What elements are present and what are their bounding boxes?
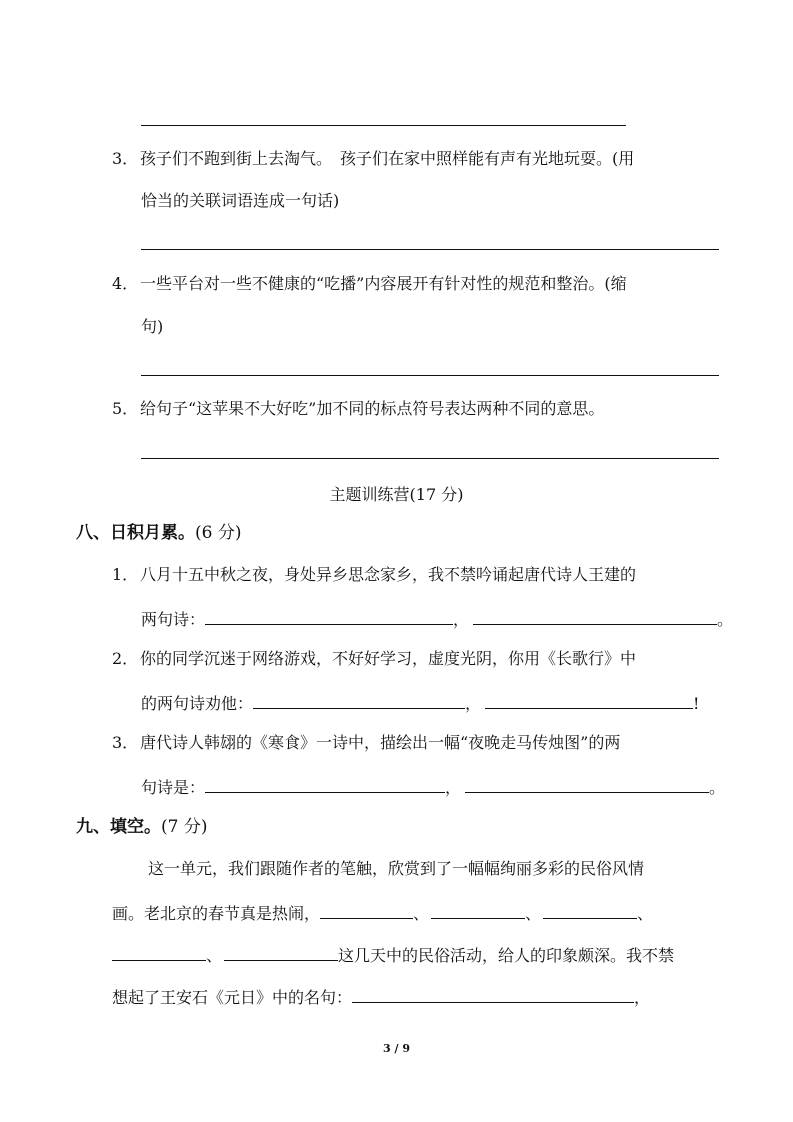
question-text: 给句子“这苹果不大好吃”加不同的标点符号表达两种不同的意思。 xyxy=(140,399,605,418)
separator: ， xyxy=(465,694,482,713)
item-number: 3． xyxy=(112,149,139,168)
fill-blank-1[interactable] xyxy=(253,690,465,709)
question-item-3 xyxy=(112,148,634,170)
paragraph-text: 这几天中的民俗活动，给人的印象颇深。我不禁 xyxy=(338,946,675,965)
question-text: 句) xyxy=(141,317,164,336)
prompt-text: 的两句诗劝他： xyxy=(141,694,254,713)
paragraph-text: 想起了王安石《元日》中的名句： xyxy=(112,988,353,1007)
prompt-text: 句诗是： xyxy=(141,778,206,797)
page-number: 3 / 9 xyxy=(383,1042,410,1055)
answer-line-item3[interactable] xyxy=(141,249,719,250)
fill-blank-custom-3[interactable] xyxy=(543,900,637,919)
fill-blank-custom-4[interactable] xyxy=(112,942,206,961)
separator: 、 xyxy=(413,904,430,923)
theme-title: 主题训练营(17 分) xyxy=(329,485,464,504)
end-punct: ! xyxy=(693,694,700,713)
section-title: 九、填空。 xyxy=(76,817,161,837)
question-text: 八月十五中秋之夜，身处异乡思念家乡，我不禁吟诵起唐代诗人王建的 xyxy=(140,565,637,584)
end-punct: ， xyxy=(634,988,651,1007)
separator: 、 xyxy=(206,946,223,965)
item-number: 1． xyxy=(112,565,139,584)
answer-line-item4[interactable] xyxy=(141,375,719,376)
section-8-item-3-cont xyxy=(141,774,725,799)
separator: ， xyxy=(453,610,470,629)
section-8-item-2 xyxy=(112,648,636,670)
answer-line-item5[interactable] xyxy=(141,458,719,459)
question-text: 孩子们不跑到街上去淘气。 孩子们在家中照样能有声有光地玩耍。(用 xyxy=(140,149,635,168)
question-item-4 xyxy=(112,273,627,295)
section-9-para-line-1 xyxy=(148,858,644,880)
section-8-item-1-cont xyxy=(141,606,733,631)
section-title: 八、日积月累。 xyxy=(76,523,195,543)
prompt-text: 两句诗： xyxy=(141,610,206,629)
answer-line-item2[interactable] xyxy=(141,125,626,126)
question-item-5 xyxy=(112,398,604,420)
section-8-item-1 xyxy=(112,564,636,586)
section-score: (6 分) xyxy=(195,523,242,543)
separator: ， xyxy=(445,778,462,797)
fill-blank-custom-1[interactable] xyxy=(320,900,413,919)
question-item-3-cont xyxy=(141,190,339,212)
paragraph-text: 这一单元，我们跟随作者的笔触，欣赏到了一幅幅绚丽多彩的民俗风情 xyxy=(148,859,645,878)
question-text: 一些平台对一些不健康的“吃播”内容展开有针对性的规范和整治。(缩 xyxy=(140,274,627,293)
separator: 、 xyxy=(525,904,542,923)
item-number: 3． xyxy=(112,733,139,752)
fill-blank-custom-5[interactable] xyxy=(224,942,338,961)
section-8-item-3 xyxy=(112,732,620,754)
paragraph-text: 画。老北京的春节真是热闹， xyxy=(112,904,321,923)
item-number: 5． xyxy=(112,399,139,418)
question-text: 恰当的关联词语连成一句话) xyxy=(141,191,340,210)
section-8-item-2-cont xyxy=(141,690,699,715)
fill-blank-2[interactable] xyxy=(485,690,693,709)
fill-blank-quote-1[interactable] xyxy=(352,984,634,1003)
separator: 、 xyxy=(637,904,654,923)
end-punct: 。 xyxy=(709,778,726,797)
end-punct: 。 xyxy=(717,610,734,629)
fill-blank-2[interactable] xyxy=(473,606,717,625)
item-number: 4． xyxy=(112,274,139,293)
section-score: (7 分) xyxy=(161,817,208,837)
section-9-para-line-3 xyxy=(112,942,674,967)
section-9-para-line-4 xyxy=(112,984,650,1009)
fill-blank-1[interactable] xyxy=(205,606,453,625)
section-9-heading xyxy=(76,816,207,838)
question-item-4-cont xyxy=(141,316,163,338)
fill-blank-1[interactable] xyxy=(205,774,445,793)
fill-blank-2[interactable] xyxy=(465,774,709,793)
section-9-para-line-2 xyxy=(112,900,653,925)
question-text: 唐代诗人韩翃的《寒食》一诗中，描绘出一幅“夜晚走马传烛图”的两 xyxy=(140,733,621,752)
section-8-heading xyxy=(76,522,241,544)
question-text: 你的同学沉迷于网络游戏，不好好学习，虚度光阴，你用《长歌行》中 xyxy=(140,649,637,668)
fill-blank-custom-2[interactable] xyxy=(431,900,525,919)
item-number: 2． xyxy=(112,649,139,668)
